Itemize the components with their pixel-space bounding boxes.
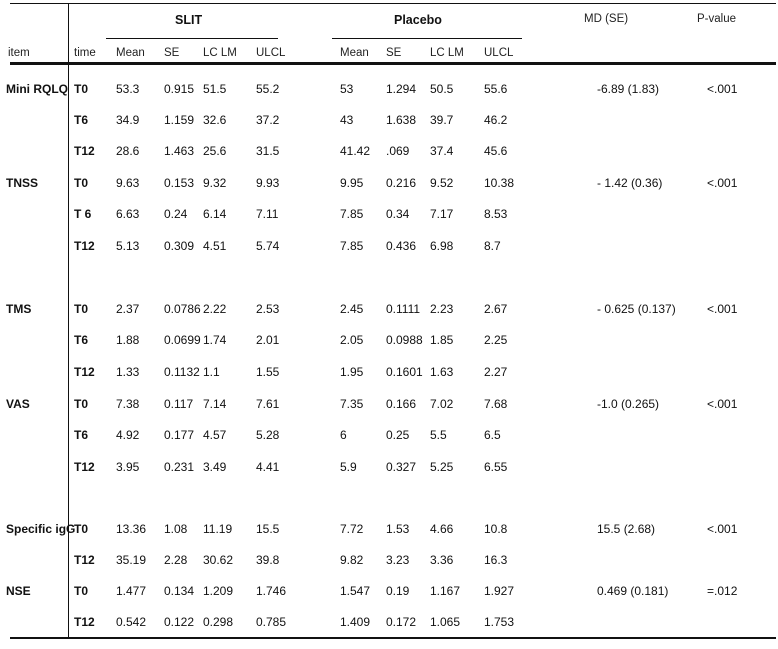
placebo-value: 6.5	[484, 428, 501, 442]
slit-value: 0.785	[256, 615, 287, 629]
slit-value: 25.6	[203, 144, 227, 158]
placebo-value: 0.19	[386, 584, 410, 598]
slit-value: 1.55	[256, 365, 280, 379]
slit-value: 7.11	[256, 207, 279, 221]
placebo-value: 2.67	[484, 302, 508, 316]
slit-value: 5.74	[256, 239, 280, 253]
slit-value: 0.177	[164, 428, 195, 442]
time-label: T12	[74, 239, 95, 253]
slit-value: 1.33	[116, 365, 140, 379]
placebo-value: 43	[340, 113, 354, 127]
slit-stat-header: SE	[164, 47, 180, 59]
placebo-value: 45.6	[484, 144, 508, 158]
slit-value: 5.13	[116, 239, 140, 253]
slit-value: 51.5	[203, 82, 227, 96]
time-label: T12	[74, 144, 95, 158]
md-value: 15.5 (2.68)	[597, 522, 656, 536]
placebo-value: 2.45	[340, 302, 364, 316]
placebo-stat-header: SE	[386, 47, 402, 59]
placebo-value: 0.166	[386, 397, 417, 411]
slit-group-header: SLIT	[175, 13, 203, 27]
placebo-value: 0.1601	[386, 365, 423, 379]
slit-stat-header: ULCL	[256, 47, 286, 59]
placebo-value: 50.5	[430, 82, 454, 96]
placebo-value: 1.065	[430, 615, 461, 629]
slit-value: 4.57	[203, 428, 227, 442]
placebo-value: 10.38	[484, 176, 515, 190]
placebo-value: 0.1111	[386, 302, 421, 316]
slit-value: 6.63	[116, 207, 140, 221]
slit-value: 15.5	[256, 522, 280, 536]
placebo-value: 8.53	[484, 207, 508, 221]
slit-value: 13.36	[116, 522, 147, 536]
placebo-value: 7.35	[340, 397, 364, 411]
placebo-value: 7.72	[340, 522, 364, 536]
placebo-value: 7.68	[484, 397, 508, 411]
slit-stat-header: Mean	[116, 47, 145, 59]
slit-value: 3.49	[203, 460, 227, 474]
placebo-value: 2.27	[484, 365, 508, 379]
md-value: - 1.42 (0.36)	[597, 176, 663, 190]
placebo-value: 7.17	[430, 207, 454, 221]
placebo-stat-header: LC LM	[430, 47, 464, 59]
placebo-value: 55.6	[484, 82, 508, 96]
placebo-value: 0.172	[386, 615, 417, 629]
slit-value: 37.2	[256, 113, 280, 127]
slit-value: 1.463	[164, 144, 195, 158]
p-value: <.001	[707, 522, 738, 536]
placebo-value: 1.95	[340, 365, 364, 379]
md-value: 0.469 (0.181)	[597, 584, 669, 598]
item-header: item	[8, 47, 30, 59]
p-value: <.001	[707, 176, 738, 190]
slit-value: 1.746	[256, 584, 287, 598]
placebo-value: 1.167	[430, 584, 461, 598]
slit-value: 34.9	[116, 113, 140, 127]
placebo-value: 7.85	[340, 207, 364, 221]
item-label: Specific igG	[6, 522, 76, 536]
slit-value: 7.14	[203, 397, 227, 411]
placebo-value: 5.25	[430, 460, 454, 474]
md-value: -6.89 (1.83)	[597, 82, 660, 96]
slit-value: 1.209	[203, 584, 234, 598]
md-header: MD (SE)	[584, 13, 629, 25]
slit-value: 0.309	[164, 239, 195, 253]
placebo-value: 9.95	[340, 176, 364, 190]
placebo-value: 0.0988	[386, 333, 423, 347]
slit-value: 28.6	[116, 144, 140, 158]
placebo-group-underline	[332, 38, 522, 39]
slit-value: 6.14	[203, 207, 227, 221]
slit-value: 0.117	[164, 397, 194, 411]
slit-value: 30.62	[203, 553, 234, 567]
placebo-value: 46.2	[484, 113, 508, 127]
time-label: T12	[74, 365, 95, 379]
time-label: T0	[74, 397, 89, 411]
placebo-value: 4.66	[430, 522, 454, 536]
slit-value: 7.61	[256, 397, 280, 411]
placebo-value: 6.98	[430, 239, 454, 253]
placebo-value: 1.409	[340, 615, 371, 629]
slit-value: 0.542	[116, 615, 147, 629]
slit-value: 3.95	[116, 460, 140, 474]
slit-value: 2.53	[256, 302, 280, 316]
md-value: - 0.625 (0.137)	[597, 302, 676, 316]
slit-value: 1.74	[203, 333, 227, 347]
slit-value: 4.41	[256, 460, 280, 474]
slit-value: 55.2	[256, 82, 280, 96]
time-label: T6	[74, 428, 89, 442]
header-rule	[10, 62, 776, 65]
bottom-rule	[10, 637, 776, 639]
slit-value: 0.24	[164, 207, 188, 221]
slit-value: 53.3	[116, 82, 140, 96]
placebo-value: 7.02	[430, 397, 454, 411]
time-label: T12	[74, 553, 95, 567]
slit-value: 9.32	[203, 176, 227, 190]
md-value: -1.0 (0.265)	[597, 397, 660, 411]
placebo-value: 8.7	[484, 239, 501, 253]
slit-value: 4.92	[116, 428, 140, 442]
placebo-value: 1.927	[484, 584, 515, 598]
item-column-rule	[68, 3, 69, 638]
top-rule	[10, 3, 776, 4]
placebo-value: 2.23	[430, 302, 454, 316]
placebo-value: 5.9	[340, 460, 357, 474]
placebo-value: 6	[340, 428, 347, 442]
placebo-stat-header: Mean	[340, 47, 369, 59]
time-label: T0	[74, 522, 89, 536]
time-label: T0	[74, 82, 89, 96]
slit-value: 0.0699	[164, 333, 201, 347]
p-value: <.001	[707, 82, 738, 96]
placebo-value: 5.5	[430, 428, 447, 442]
slit-value: 0.1132	[164, 365, 200, 379]
slit-value: 4.51	[203, 239, 227, 253]
slit-value: 0.122	[164, 615, 195, 629]
slit-value: 1.477	[116, 584, 147, 598]
time-header: time	[74, 47, 96, 59]
pvalue-header: P-value	[697, 13, 736, 25]
time-label: T6	[74, 333, 89, 347]
p-value: =.012	[707, 584, 738, 598]
slit-value: 2.37	[116, 302, 140, 316]
slit-value: 11.19	[203, 522, 233, 536]
placebo-value: 1.294	[386, 82, 417, 96]
item-label: VAS	[6, 397, 30, 411]
placebo-value: 7.85	[340, 239, 364, 253]
slit-value: 0.153	[164, 176, 195, 190]
slit-value: 32.6	[203, 113, 227, 127]
time-label: T0	[74, 302, 89, 316]
placebo-value: 3.23	[386, 553, 410, 567]
placebo-value: 0.25	[386, 428, 410, 442]
time-label: T 6	[74, 207, 92, 221]
slit-value: 2.28	[164, 553, 188, 567]
placebo-value: 1.85	[430, 333, 454, 347]
time-label: T12	[74, 615, 95, 629]
placebo-value: 2.05	[340, 333, 364, 347]
placebo-group-header: Placebo	[394, 13, 442, 27]
placebo-stat-header: ULCL	[484, 47, 514, 59]
placebo-value: 41.42	[340, 144, 371, 158]
slit-value: 1.1	[203, 365, 220, 379]
slit-value: 39.8	[256, 553, 280, 567]
time-label: T0	[74, 176, 89, 190]
slit-value: 1.88	[116, 333, 140, 347]
slit-value: 2.22	[203, 302, 227, 316]
slit-value: 1.159	[164, 113, 195, 127]
time-label: T12	[74, 460, 95, 474]
placebo-value: 10.8	[484, 522, 508, 536]
placebo-value: 1.53	[386, 522, 410, 536]
slit-value: 7.38	[116, 397, 140, 411]
item-label: NSE	[6, 584, 31, 598]
placebo-value: 1.63	[430, 365, 454, 379]
item-label: TNSS	[6, 176, 39, 190]
placebo-value: 1.753	[484, 615, 515, 629]
slit-value: 1.08	[164, 522, 188, 536]
placebo-value: 2.25	[484, 333, 508, 347]
placebo-value: 6.55	[484, 460, 508, 474]
placebo-value: 0.436	[386, 239, 417, 253]
placebo-value: 39.7	[430, 113, 454, 127]
placebo-value: 53	[340, 82, 354, 96]
slit-value: 9.93	[256, 176, 280, 190]
placebo-value: 9.82	[340, 553, 364, 567]
slit-value: 9.63	[116, 176, 140, 190]
placebo-value: .069	[386, 144, 410, 158]
slit-value: 0.298	[203, 615, 234, 629]
slit-stat-header: LC LM	[203, 47, 237, 59]
placebo-value: 3.36	[430, 553, 454, 567]
time-label: T0	[74, 584, 89, 598]
p-value: <.001	[707, 302, 738, 316]
placebo-value: 9.52	[430, 176, 454, 190]
slit-value: 2.01	[256, 333, 280, 347]
placebo-value: 0.216	[386, 176, 417, 190]
placebo-value: 37.4	[430, 144, 454, 158]
slit-value: 5.28	[256, 428, 280, 442]
placebo-value: 0.34	[386, 207, 410, 221]
item-label: Mini RQLQ	[6, 82, 68, 96]
slit-value: 0.231	[164, 460, 195, 474]
item-label: TMS	[6, 302, 32, 316]
slit-value: 0.134	[164, 584, 195, 598]
slit-value: 31.5	[256, 144, 280, 158]
slit-value: 0.0786	[164, 302, 201, 316]
slit-value: 0.915	[164, 82, 195, 96]
placebo-value: 1.638	[386, 113, 417, 127]
placebo-value: 0.327	[386, 460, 417, 474]
placebo-value: 1.547	[340, 584, 371, 598]
time-label: T6	[74, 113, 89, 127]
slit-value: 35.19	[116, 553, 147, 567]
placebo-value: 16.3	[484, 553, 508, 567]
p-value: <.001	[707, 397, 738, 411]
slit-group-underline	[106, 38, 278, 39]
